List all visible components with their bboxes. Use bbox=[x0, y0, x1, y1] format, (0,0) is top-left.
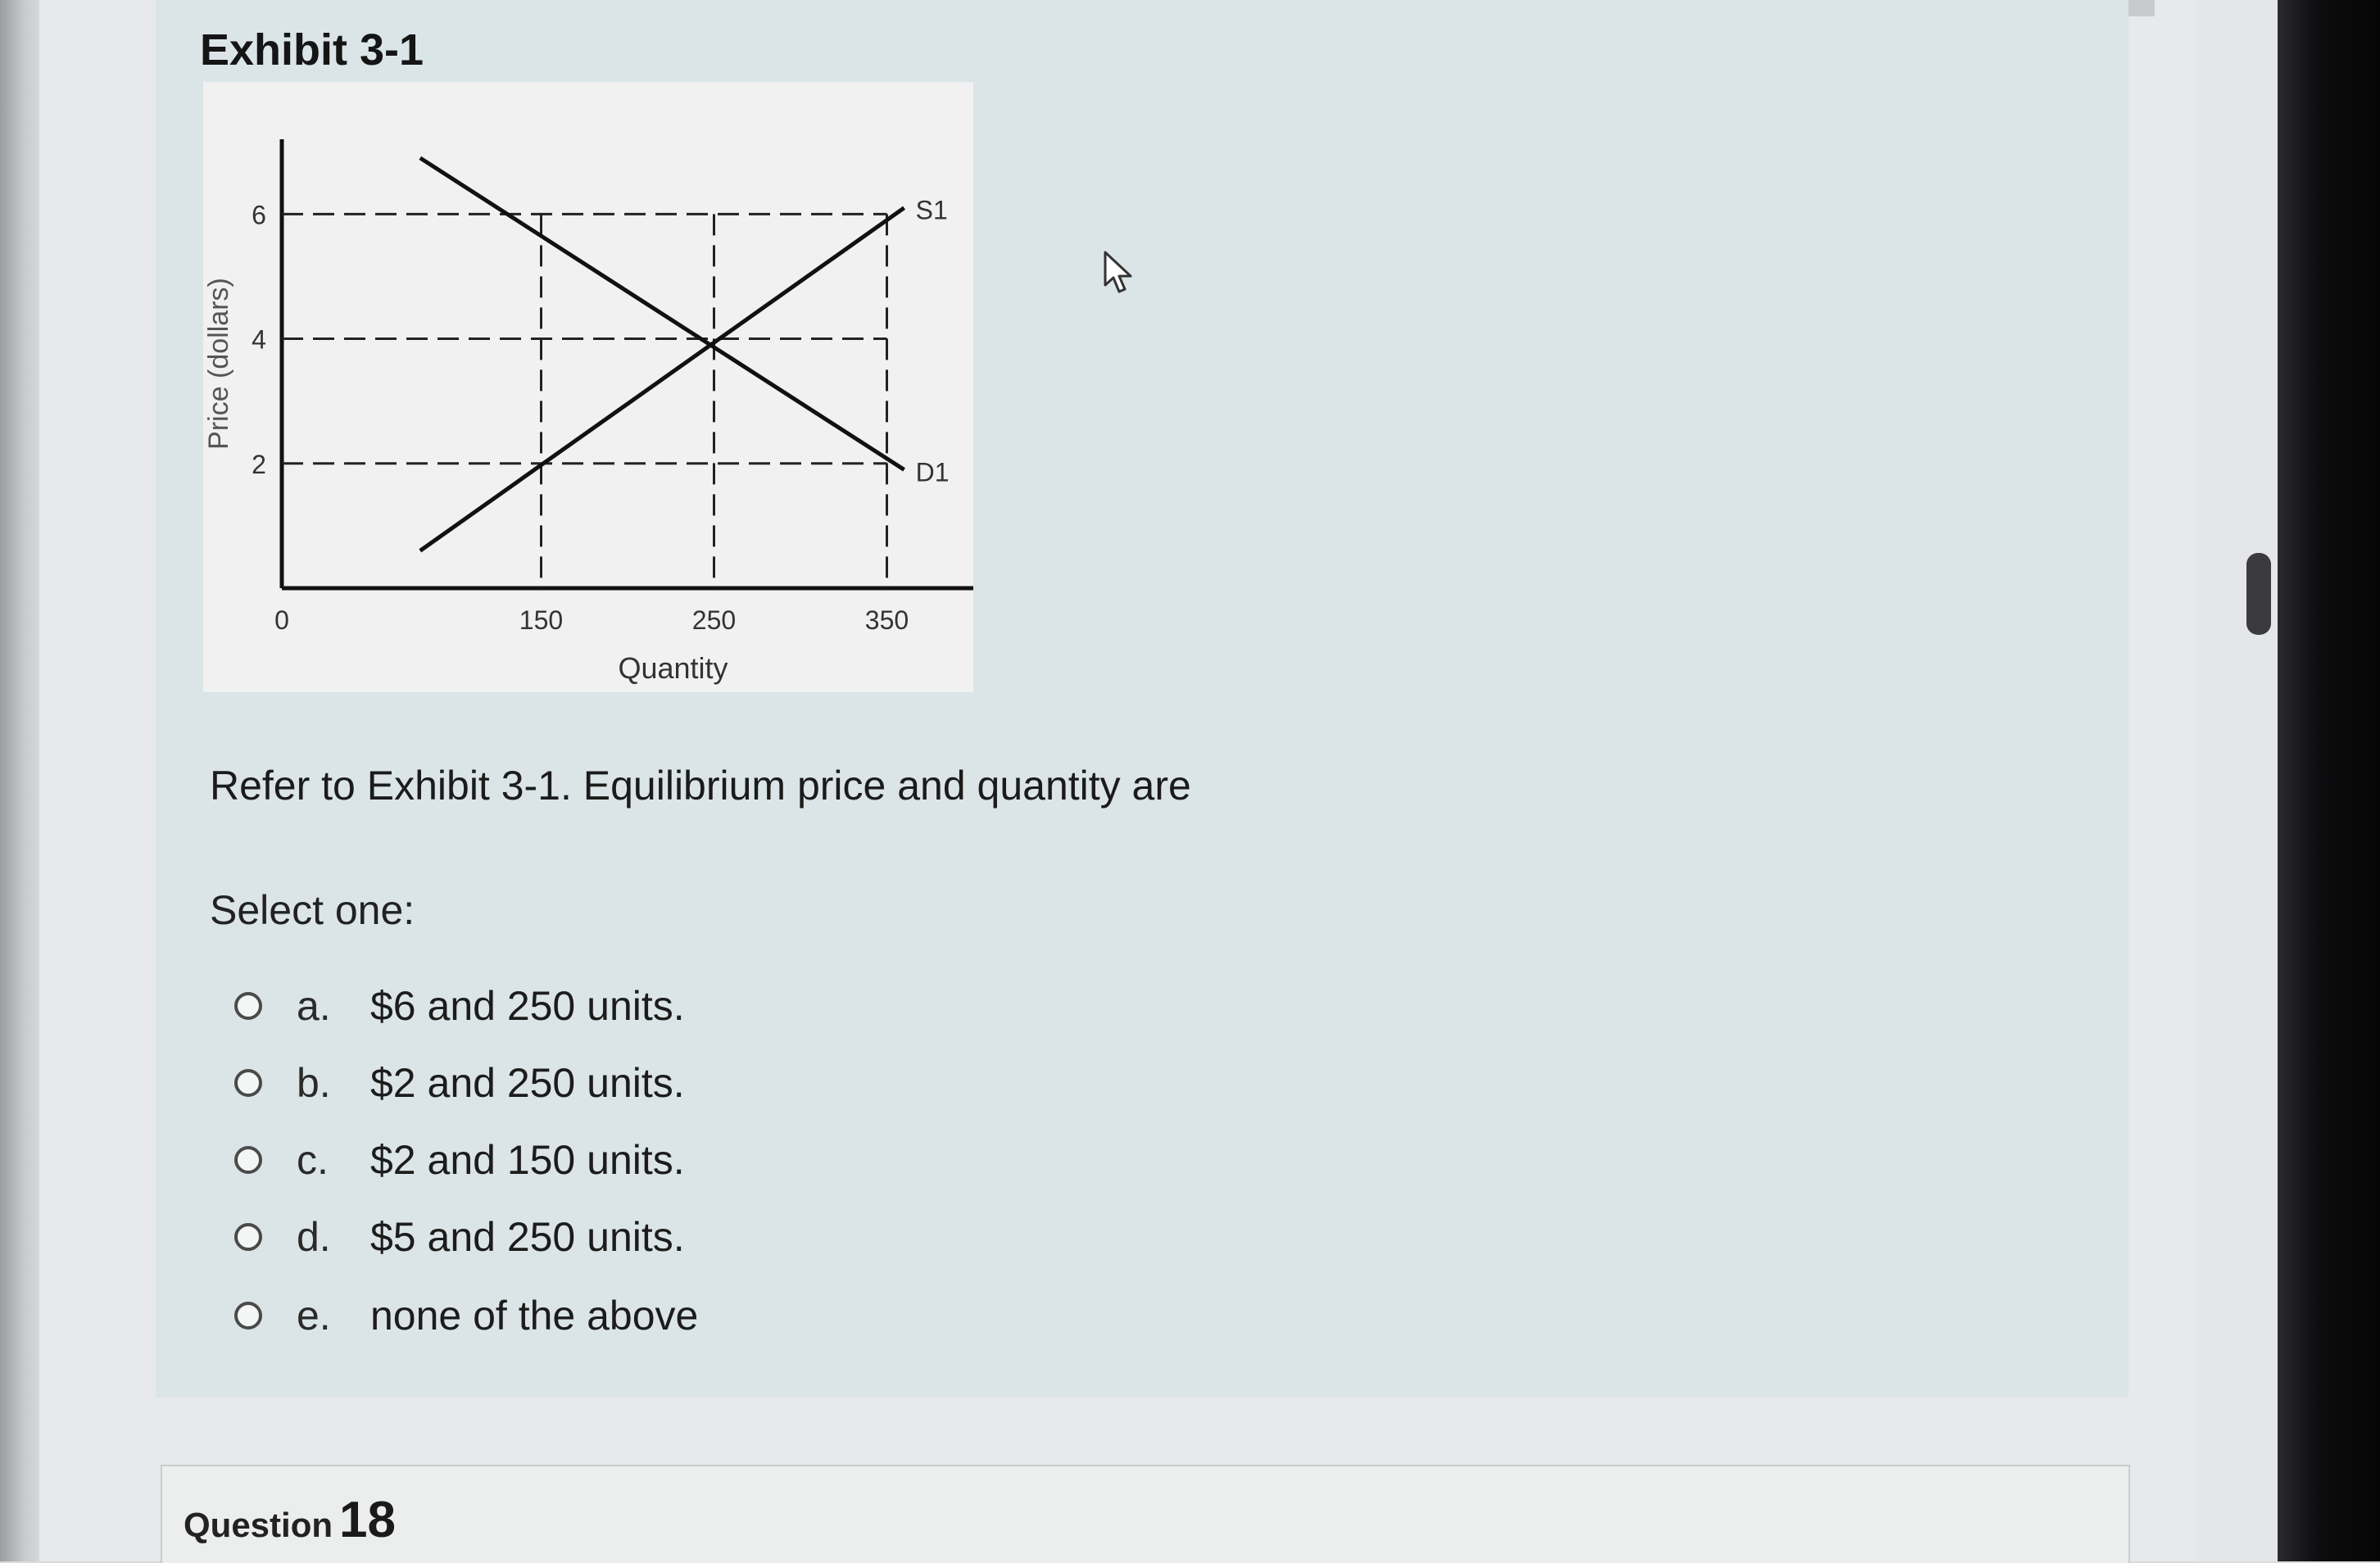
x-tick-label: 350 bbox=[864, 605, 909, 635]
option-letter: b. bbox=[297, 1060, 331, 1106]
option-c[interactable] bbox=[234, 1131, 685, 1189]
mouse-pointer-icon bbox=[1103, 251, 1136, 301]
radio-button-c[interactable] bbox=[234, 1146, 262, 1174]
exhibit-title: Exhibit 3-1 bbox=[200, 25, 424, 75]
series-line-d1 bbox=[420, 158, 904, 470]
next-question-label: Question bbox=[184, 1506, 333, 1544]
screen-bezel bbox=[2278, 0, 2380, 1561]
page-right-gutter bbox=[2196, 0, 2278, 1561]
x-tick-label: 250 bbox=[691, 605, 737, 635]
y-tick-label: 6 bbox=[252, 200, 266, 230]
radio-button-e[interactable] bbox=[234, 1302, 262, 1330]
radio-button-a[interactable] bbox=[234, 992, 262, 1020]
next-question-number: 18 bbox=[339, 1492, 396, 1548]
option-letter: a. bbox=[297, 983, 331, 1029]
option-text[interactable]: none of the above bbox=[370, 1293, 699, 1339]
supply-demand-chart bbox=[203, 82, 973, 692]
scrollbar-thumb[interactable] bbox=[2246, 553, 2271, 635]
option-letter: e. bbox=[297, 1293, 331, 1339]
x-axis-label: Quantity bbox=[618, 651, 728, 685]
option-a[interactable] bbox=[234, 977, 685, 1035]
series-line-s1 bbox=[420, 208, 904, 551]
series-label-d1: D1 bbox=[915, 457, 950, 487]
option-letter: d. bbox=[297, 1214, 331, 1260]
option-text[interactable]: $5 and 250 units. bbox=[370, 1214, 685, 1260]
y-axis-label: Price (dollars) bbox=[203, 278, 234, 450]
series-label-s1: S1 bbox=[915, 195, 948, 225]
option-text[interactable]: $2 and 150 units. bbox=[370, 1137, 685, 1183]
option-letter: c. bbox=[297, 1137, 329, 1183]
y-tick-label: 4 bbox=[252, 324, 266, 355]
option-text[interactable]: $6 and 250 units. bbox=[370, 983, 685, 1029]
radio-button-d[interactable] bbox=[234, 1223, 262, 1251]
option-d[interactable] bbox=[234, 1208, 685, 1266]
screen-left-edge bbox=[0, 0, 39, 1561]
option-e[interactable] bbox=[234, 1287, 698, 1344]
x-tick-label: 150 bbox=[519, 605, 564, 635]
y-tick-label: 2 bbox=[252, 449, 266, 479]
radio-button-b[interactable] bbox=[234, 1069, 262, 1097]
question-prompt: Refer to Exhibit 3-1. Equilibrium price and quantity are bbox=[210, 763, 1191, 809]
next-question-card bbox=[161, 1465, 2130, 1563]
option-text[interactable]: $2 and 250 units. bbox=[370, 1060, 685, 1106]
exhibit-chart bbox=[203, 82, 973, 692]
select-one-label: Select one: bbox=[210, 887, 415, 933]
x-tick-label: 0 bbox=[274, 605, 289, 635]
option-b[interactable] bbox=[234, 1054, 685, 1112]
